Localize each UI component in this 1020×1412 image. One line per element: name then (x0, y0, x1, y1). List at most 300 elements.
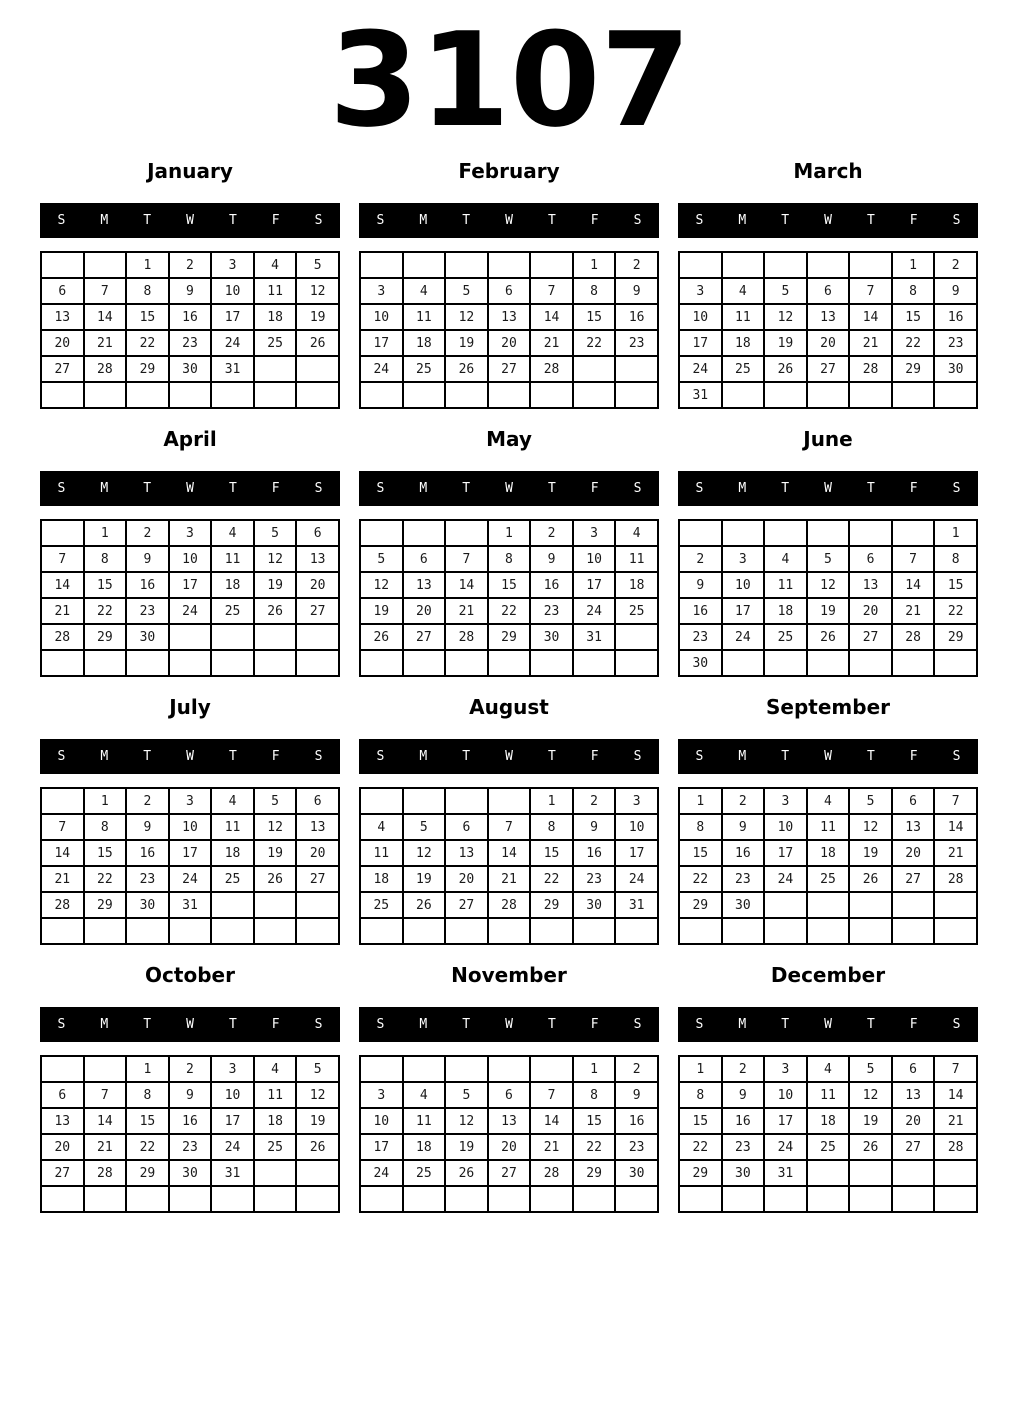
month-may (359, 429, 659, 677)
empty-day-cell (296, 624, 339, 650)
empty-day-cell (84, 382, 127, 408)
week-row (41, 1082, 339, 1108)
day-cell: 15 (573, 304, 616, 330)
weekday-label: W (824, 481, 832, 497)
empty-day-cell (722, 382, 765, 408)
weekday-label: W (824, 213, 832, 229)
empty-day-cell (488, 1056, 531, 1082)
day-cell: 13 (892, 814, 935, 840)
empty-day-cell (530, 1056, 573, 1082)
day-cell: 19 (445, 330, 488, 356)
day-cell: 16 (722, 840, 765, 866)
month-title: May (486, 427, 532, 452)
empty-day-cell (445, 1186, 488, 1212)
weekday-label: T (781, 749, 790, 765)
day-cell: 30 (530, 624, 573, 650)
weekday-label: S (633, 1017, 642, 1033)
empty-day-cell (488, 788, 531, 814)
week-row (360, 1056, 658, 1082)
day-cell: 27 (445, 892, 488, 918)
day-cell: 29 (679, 892, 722, 918)
day-cell: 8 (84, 546, 127, 572)
empty-day-cell (403, 650, 446, 676)
day-cell: 24 (764, 866, 807, 892)
day-cell: 9 (530, 546, 573, 572)
month-april (40, 429, 340, 677)
weekday-label: W (505, 1017, 513, 1033)
week-row (41, 788, 339, 814)
empty-day-cell (211, 624, 254, 650)
weekday-header-bar (359, 203, 659, 238)
day-cell: 8 (892, 278, 935, 304)
day-cell: 22 (126, 1134, 169, 1160)
empty-day-cell (573, 356, 616, 382)
empty-day-cell (849, 650, 892, 676)
empty-day-cell (892, 520, 935, 546)
month-august (359, 697, 659, 945)
weekday-label: M (419, 749, 428, 765)
week-row (679, 866, 977, 892)
weekday-label: W (505, 749, 513, 765)
day-cell: 27 (41, 356, 84, 382)
day-cell: 10 (169, 546, 212, 572)
month-table (40, 1055, 340, 1213)
week-row (41, 1134, 339, 1160)
day-cell: 9 (615, 278, 658, 304)
day-cell: 14 (530, 1108, 573, 1134)
empty-day-cell (892, 1160, 935, 1186)
week-row (360, 572, 658, 598)
empty-day-cell (488, 1186, 531, 1212)
day-cell: 28 (41, 624, 84, 650)
day-cell: 3 (573, 520, 616, 546)
day-cell: 28 (892, 624, 935, 650)
month-title: September (766, 695, 890, 720)
day-cell: 17 (169, 840, 212, 866)
empty-day-cell (892, 892, 935, 918)
month-table (359, 251, 659, 409)
week-row (679, 1108, 977, 1134)
day-cell: 6 (892, 788, 935, 814)
day-cell: 27 (296, 598, 339, 624)
weekday-label: M (100, 749, 109, 765)
day-cell: 10 (573, 546, 616, 572)
day-cell: 7 (934, 1056, 977, 1082)
day-cell: 9 (126, 814, 169, 840)
day-cell: 4 (807, 1056, 850, 1082)
day-cell: 1 (679, 1056, 722, 1082)
day-cell: 25 (403, 1160, 446, 1186)
empty-day-cell (41, 1056, 84, 1082)
day-cell: 2 (169, 252, 212, 278)
weekday-label: F (590, 1017, 599, 1033)
day-cell: 5 (360, 546, 403, 572)
week-row (360, 520, 658, 546)
day-cell: 18 (722, 330, 765, 356)
month-table (678, 1055, 978, 1213)
day-cell: 28 (530, 356, 573, 382)
day-cell: 7 (530, 278, 573, 304)
month-title: July (169, 695, 211, 720)
day-cell: 25 (722, 356, 765, 382)
week-row (679, 598, 977, 624)
day-cell: 3 (169, 788, 212, 814)
day-cell: 11 (254, 278, 297, 304)
day-cell: 20 (849, 598, 892, 624)
weekday-label: W (824, 749, 832, 765)
weekday-label: T (462, 213, 471, 229)
day-cell: 4 (615, 520, 658, 546)
empty-day-cell (445, 520, 488, 546)
empty-day-cell (360, 382, 403, 408)
empty-day-cell (934, 1160, 977, 1186)
week-row (360, 598, 658, 624)
month-table (359, 519, 659, 677)
week-row (360, 624, 658, 650)
empty-day-cell (41, 252, 84, 278)
empty-day-cell (488, 382, 531, 408)
week-row (41, 814, 339, 840)
day-cell: 13 (849, 572, 892, 598)
day-cell: 21 (530, 330, 573, 356)
week-row (679, 382, 977, 408)
empty-day-cell (764, 1186, 807, 1212)
empty-day-cell (764, 650, 807, 676)
day-cell: 15 (84, 840, 127, 866)
day-cell: 23 (169, 1134, 212, 1160)
week-row (41, 918, 339, 944)
weekday-label: S (695, 481, 704, 497)
day-cell: 9 (722, 814, 765, 840)
empty-day-cell (764, 252, 807, 278)
weekday-header-bar (678, 203, 978, 238)
empty-day-cell (296, 892, 339, 918)
day-cell: 10 (722, 572, 765, 598)
day-cell: 8 (126, 1082, 169, 1108)
day-cell: 21 (934, 1108, 977, 1134)
empty-day-cell (126, 918, 169, 944)
day-cell: 4 (807, 788, 850, 814)
weekday-label: M (738, 749, 747, 765)
day-cell: 24 (615, 866, 658, 892)
day-cell: 31 (211, 356, 254, 382)
empty-day-cell (807, 650, 850, 676)
day-cell: 18 (807, 1108, 850, 1134)
empty-day-cell (403, 520, 446, 546)
weekday-label: S (633, 213, 642, 229)
weekday-label: M (738, 481, 747, 497)
day-cell: 12 (403, 840, 446, 866)
weekday-header-bar (678, 471, 978, 506)
week-row (679, 840, 977, 866)
empty-day-cell (573, 1186, 616, 1212)
day-cell: 6 (892, 1056, 935, 1082)
month-title: June (803, 427, 853, 452)
day-cell: 24 (360, 356, 403, 382)
empty-day-cell (722, 252, 765, 278)
day-cell: 30 (722, 892, 765, 918)
day-cell: 19 (254, 840, 297, 866)
day-cell: 18 (211, 572, 254, 598)
empty-day-cell (615, 1186, 658, 1212)
empty-day-cell (679, 520, 722, 546)
day-cell: 3 (764, 788, 807, 814)
empty-day-cell (615, 650, 658, 676)
day-cell: 22 (892, 330, 935, 356)
empty-day-cell (403, 788, 446, 814)
weekday-label: S (57, 1017, 66, 1033)
month-title: October (145, 963, 235, 988)
empty-day-cell (126, 650, 169, 676)
day-cell: 21 (84, 330, 127, 356)
month-title: December (770, 963, 886, 988)
week-row (360, 650, 658, 676)
weekday-label: M (738, 213, 747, 229)
empty-day-cell (169, 1186, 212, 1212)
month-title: November (451, 963, 567, 988)
day-cell: 11 (764, 572, 807, 598)
day-cell: 15 (84, 572, 127, 598)
day-cell: 27 (296, 866, 339, 892)
empty-day-cell (615, 382, 658, 408)
day-cell: 7 (41, 546, 84, 572)
week-row (41, 892, 339, 918)
weekday-label: T (781, 213, 790, 229)
day-cell: 9 (169, 1082, 212, 1108)
day-cell: 10 (211, 1082, 254, 1108)
day-cell: 18 (360, 866, 403, 892)
empty-day-cell (169, 650, 212, 676)
month-table (678, 787, 978, 945)
empty-day-cell (573, 650, 616, 676)
empty-day-cell (254, 356, 297, 382)
day-cell: 11 (403, 1108, 446, 1134)
day-cell: 28 (934, 866, 977, 892)
weekday-label: W (505, 481, 513, 497)
empty-day-cell (360, 520, 403, 546)
day-cell: 27 (807, 356, 850, 382)
empty-day-cell (530, 1186, 573, 1212)
month-november (359, 965, 659, 1213)
day-cell: 3 (211, 252, 254, 278)
day-cell: 21 (41, 866, 84, 892)
weekday-label: T (462, 749, 471, 765)
weekday-label: W (186, 213, 194, 229)
day-cell: 25 (764, 624, 807, 650)
day-cell: 5 (849, 788, 892, 814)
week-row (360, 1134, 658, 1160)
empty-day-cell (573, 382, 616, 408)
empty-day-cell (615, 918, 658, 944)
weekday-label: T (143, 213, 152, 229)
day-cell: 11 (211, 814, 254, 840)
empty-day-cell (84, 252, 127, 278)
day-cell: 29 (84, 892, 127, 918)
day-cell: 28 (41, 892, 84, 918)
weekday-label: T (143, 1017, 152, 1033)
empty-day-cell (530, 918, 573, 944)
day-cell: 3 (360, 278, 403, 304)
empty-day-cell (488, 252, 531, 278)
empty-day-cell (360, 252, 403, 278)
day-cell: 17 (722, 598, 765, 624)
week-row (41, 382, 339, 408)
empty-day-cell (679, 1186, 722, 1212)
day-cell: 26 (807, 624, 850, 650)
month-table (359, 787, 659, 945)
week-row (679, 520, 977, 546)
day-cell: 22 (488, 598, 531, 624)
week-row (41, 546, 339, 572)
day-cell: 31 (764, 1160, 807, 1186)
day-cell: 1 (573, 252, 616, 278)
day-cell: 10 (169, 814, 212, 840)
empty-day-cell (807, 382, 850, 408)
empty-day-cell (41, 788, 84, 814)
day-cell: 5 (254, 520, 297, 546)
empty-day-cell (41, 382, 84, 408)
day-cell: 16 (679, 598, 722, 624)
day-cell: 7 (488, 814, 531, 840)
day-cell: 12 (254, 546, 297, 572)
day-cell: 2 (722, 788, 765, 814)
day-cell: 17 (764, 1108, 807, 1134)
day-cell: 18 (615, 572, 658, 598)
week-row (679, 546, 977, 572)
day-cell: 5 (403, 814, 446, 840)
day-cell: 26 (296, 330, 339, 356)
empty-day-cell (934, 382, 977, 408)
day-cell: 1 (126, 1056, 169, 1082)
day-cell: 5 (807, 546, 850, 572)
day-cell: 3 (360, 1082, 403, 1108)
week-row (360, 1082, 658, 1108)
week-row (679, 624, 977, 650)
empty-day-cell (211, 892, 254, 918)
day-cell: 19 (849, 840, 892, 866)
week-row (41, 1056, 339, 1082)
day-cell: 4 (403, 278, 446, 304)
day-cell: 4 (254, 1056, 297, 1082)
month-october (40, 965, 340, 1213)
day-cell: 1 (934, 520, 977, 546)
day-cell: 2 (615, 1056, 658, 1082)
day-cell: 11 (403, 304, 446, 330)
day-cell: 8 (530, 814, 573, 840)
week-row (41, 1108, 339, 1134)
day-cell: 28 (530, 1160, 573, 1186)
day-cell: 29 (573, 1160, 616, 1186)
day-cell: 22 (934, 598, 977, 624)
day-cell: 11 (211, 546, 254, 572)
weekday-label: S (314, 1017, 323, 1033)
day-cell: 16 (615, 1108, 658, 1134)
day-cell: 28 (445, 624, 488, 650)
day-cell: 18 (764, 598, 807, 624)
empty-day-cell (445, 252, 488, 278)
empty-day-cell (445, 382, 488, 408)
day-cell: 30 (679, 650, 722, 676)
day-cell: 1 (84, 788, 127, 814)
day-cell: 8 (126, 278, 169, 304)
day-cell: 28 (849, 356, 892, 382)
week-row (360, 840, 658, 866)
empty-day-cell (764, 918, 807, 944)
day-cell: 15 (488, 572, 531, 598)
empty-day-cell (530, 382, 573, 408)
week-row (360, 546, 658, 572)
weekday-label: F (909, 1017, 918, 1033)
day-cell: 8 (679, 814, 722, 840)
week-row (41, 330, 339, 356)
day-cell: 25 (807, 1134, 850, 1160)
day-cell: 19 (360, 598, 403, 624)
day-cell: 21 (849, 330, 892, 356)
day-cell: 24 (573, 598, 616, 624)
day-cell: 6 (445, 814, 488, 840)
day-cell: 20 (488, 1134, 531, 1160)
day-cell: 20 (403, 598, 446, 624)
day-cell: 25 (254, 1134, 297, 1160)
weekday-label: T (781, 481, 790, 497)
week-row (360, 814, 658, 840)
day-cell: 16 (169, 1108, 212, 1134)
year-title: 3107 (329, 4, 691, 156)
empty-day-cell (892, 1186, 935, 1212)
week-row (679, 1082, 977, 1108)
empty-day-cell (403, 1056, 446, 1082)
day-cell: 29 (126, 1160, 169, 1186)
day-cell: 30 (573, 892, 616, 918)
day-cell: 5 (445, 278, 488, 304)
day-cell: 25 (211, 598, 254, 624)
empty-day-cell (849, 252, 892, 278)
day-cell: 19 (849, 1108, 892, 1134)
week-row (679, 918, 977, 944)
calendar-grid (0, 157, 1020, 1213)
weekday-label: W (186, 481, 194, 497)
empty-day-cell (403, 1186, 446, 1212)
weekday-label: T (866, 749, 875, 765)
day-cell: 10 (679, 304, 722, 330)
day-cell: 9 (126, 546, 169, 572)
month-december (678, 965, 978, 1213)
day-cell: 17 (211, 1108, 254, 1134)
day-cell: 21 (892, 598, 935, 624)
weekday-label: T (547, 749, 556, 765)
day-cell: 25 (254, 330, 297, 356)
month-january (40, 161, 340, 409)
day-cell: 14 (934, 814, 977, 840)
weekday-label: W (824, 1017, 832, 1033)
week-row (679, 330, 977, 356)
day-cell: 9 (934, 278, 977, 304)
empty-day-cell (892, 382, 935, 408)
day-cell: 18 (254, 1108, 297, 1134)
day-cell: 22 (530, 866, 573, 892)
empty-day-cell (722, 650, 765, 676)
weekday-header-bar (359, 739, 659, 774)
weekday-label: S (376, 1017, 385, 1033)
week-row (679, 356, 977, 382)
weekday-label: S (952, 749, 961, 765)
day-cell: 15 (126, 1108, 169, 1134)
day-cell: 17 (211, 304, 254, 330)
day-cell: 24 (679, 356, 722, 382)
weekday-label: S (57, 213, 66, 229)
day-cell: 27 (403, 624, 446, 650)
day-cell: 13 (296, 546, 339, 572)
